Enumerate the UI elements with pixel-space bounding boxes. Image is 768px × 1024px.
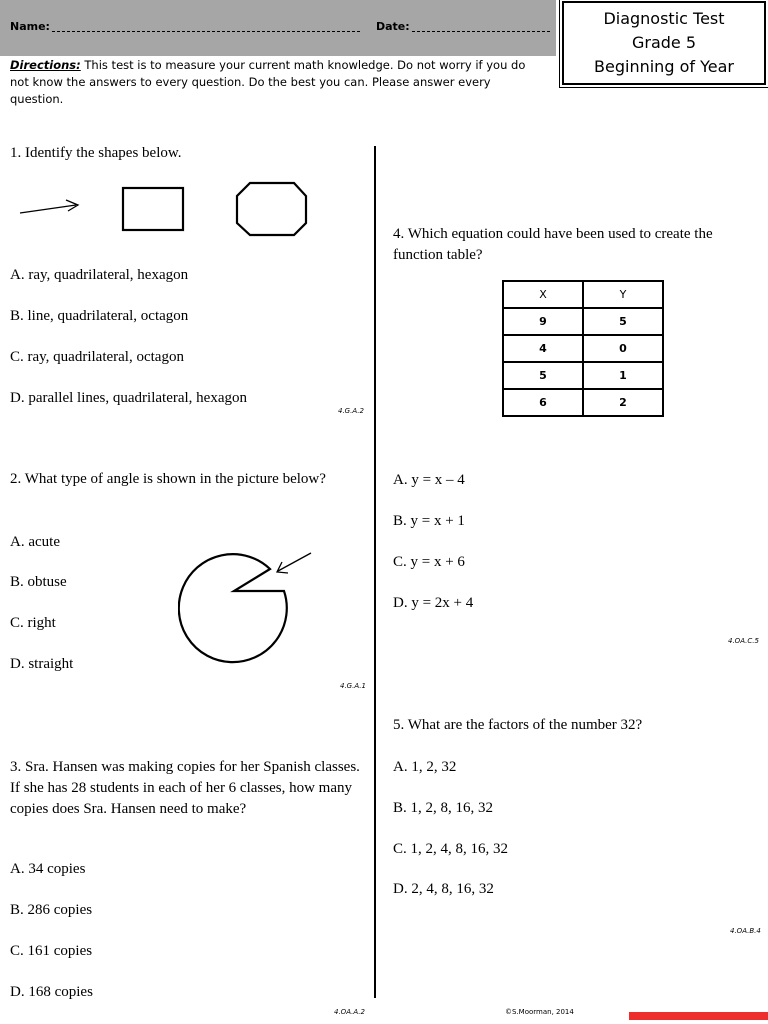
angle-circle-icon [179, 554, 287, 662]
arrow-icon [277, 553, 311, 573]
q4-option-b[interactable]: B. y = x + 1 [393, 513, 465, 529]
directions-label: Directions: [10, 58, 81, 72]
q4-standard: 4.OA.C.5 [728, 637, 759, 645]
q5-standard: 4.OA.B.4 [730, 927, 761, 935]
q1-option-b[interactable]: B. line, quadrilateral, octagon [10, 308, 189, 324]
q2-option-b[interactable]: B. obtuse [10, 574, 67, 590]
name-label: Name: [10, 20, 50, 33]
table-row [503, 389, 663, 416]
q5-prompt: 5. What are the factors of the number 32? [393, 717, 643, 733]
q4-option-c[interactable]: C. y = x + 6 [393, 554, 465, 570]
q2-angle-figure [178, 535, 328, 665]
q5-option-b[interactable]: B. 1, 2, 8, 16, 32 [393, 800, 494, 816]
copyright-credit: ©S.Moorman, 2014 [505, 1008, 574, 1016]
q3-standard: 4.OA.A.2 [334, 1008, 365, 1016]
directions [10, 57, 530, 108]
q3-option-a[interactable]: A. 34 copies [10, 861, 86, 877]
table-cell: 6 [503, 389, 583, 416]
q2-option-a[interactable]: A. acute [10, 534, 60, 550]
footer-accent-bar [629, 1012, 768, 1020]
q1-prompt: 1. Identify the shapes below. [10, 145, 182, 161]
table-row [503, 308, 663, 335]
table-cell: 0 [583, 335, 663, 362]
table-header-y: Y [583, 281, 663, 308]
q1-option-c[interactable]: C. ray, quadrilateral, octagon [10, 349, 184, 365]
title-line-1: Diagnostic Test [603, 9, 725, 28]
q2-standard: 4.G.A.1 [340, 682, 366, 690]
q3-option-b[interactable]: B. 286 copies [10, 902, 93, 918]
q5-option-c[interactable]: C. 1, 2, 4, 8, 16, 32 [393, 841, 509, 857]
test-title-box [562, 1, 766, 85]
q3-option-d[interactable]: D. 168 copies [10, 984, 93, 1000]
table-cell: 4 [503, 335, 583, 362]
ray-icon [20, 200, 78, 213]
octagon-icon [237, 183, 306, 235]
q1-option-a[interactable]: A. ray, quadrilateral, hexagon [10, 267, 189, 283]
table-cell: 9 [503, 308, 583, 335]
table-row [503, 335, 663, 362]
q1-standard: 4.G.A.2 [338, 407, 364, 415]
table-cell: 5 [583, 308, 663, 335]
title-line-2: Grade 5 [631, 33, 697, 52]
table-cell: 5 [503, 362, 583, 389]
function-table [502, 280, 664, 417]
directions-text: This test is to measure your current math knowledge. Do not worry if you do not know the answers to every question. Do the best you can. Please answer every question. [10, 58, 526, 106]
title-line-3: Beginning of Year [594, 57, 734, 76]
table-header-x: X [503, 281, 583, 308]
column-divider [374, 146, 376, 998]
table-cell: 2 [583, 389, 663, 416]
q4-option-a[interactable]: A. y = x – 4 [393, 472, 465, 488]
header-band [0, 0, 556, 56]
q2-prompt: 2. What type of angle is shown in the picture below? [10, 471, 326, 487]
q5-option-d[interactable]: D. 2, 4, 8, 16, 32 [393, 881, 494, 897]
date-field[interactable] [412, 31, 550, 32]
q4-prompt: 4. Which equation could have been used to create the function table? [393, 226, 713, 263]
q2-option-d[interactable]: D. straight [10, 656, 74, 672]
q2-option-c[interactable]: C. right [10, 615, 56, 631]
q1-shapes [18, 180, 318, 240]
q3-prompt: 3. Sra. Hansen was making copies for her Spanish classes. If she has 28 students in each of her 6 classes, how many copies does Sra. Hansen need to make? [10, 759, 360, 817]
q3-option-c[interactable]: C. 161 copies [10, 943, 93, 959]
table-header-row [503, 281, 663, 308]
table-row [503, 362, 663, 389]
q5-option-a[interactable]: A. 1, 2, 32 [393, 759, 457, 775]
name-field[interactable] [52, 31, 360, 32]
rectangle-icon [123, 188, 183, 230]
q1-option-d[interactable]: D. parallel lines, quadrilateral, hexagon [10, 390, 247, 406]
table-cell: 1 [583, 362, 663, 389]
date-label: Date: [376, 20, 410, 33]
q4-option-d[interactable]: D. y = 2x + 4 [393, 595, 474, 611]
